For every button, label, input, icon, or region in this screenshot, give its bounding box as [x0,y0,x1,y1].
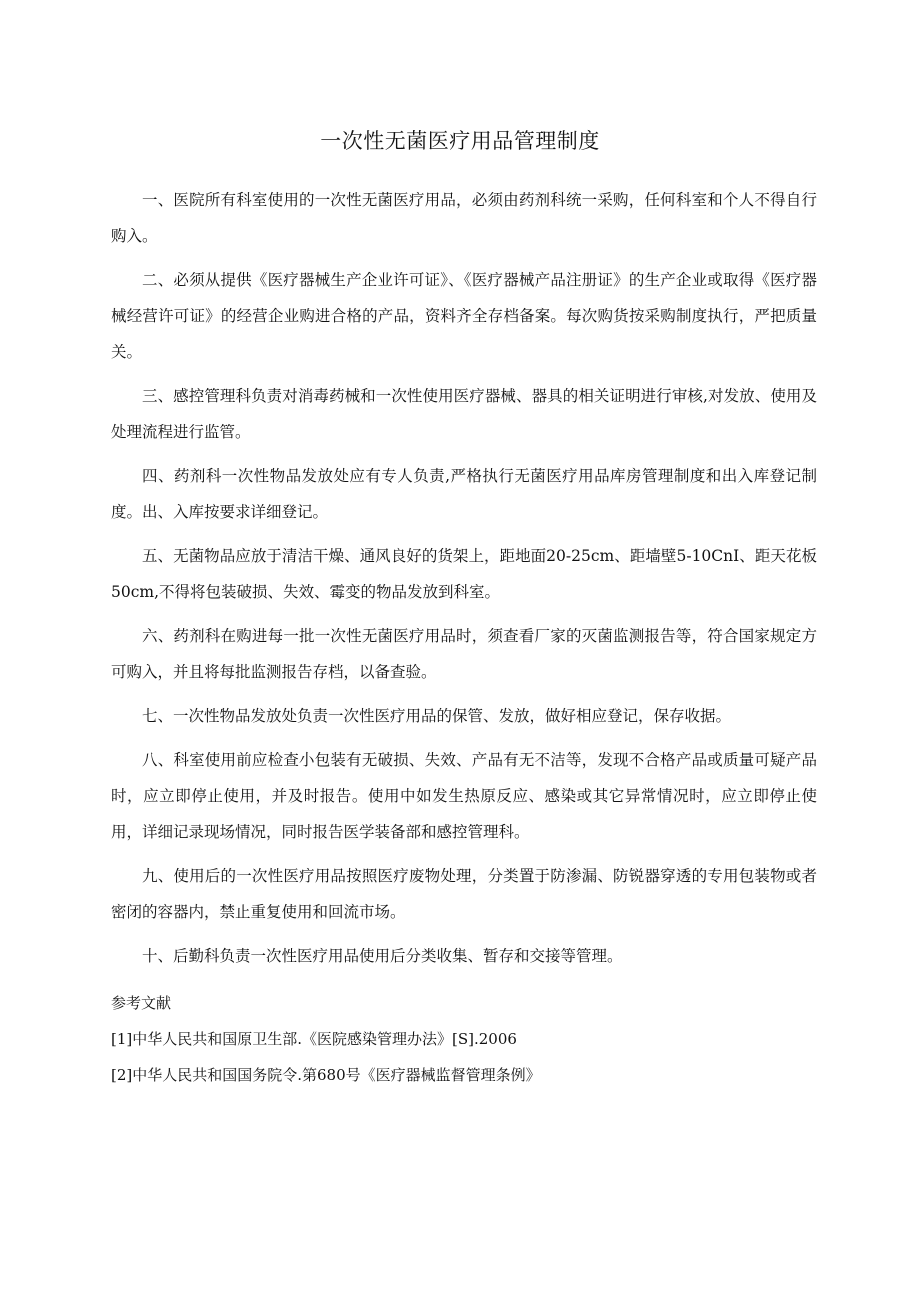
paragraph-10: 十、后勤科负责一次性医疗用品使用后分类收集、暂存和交接等管理。 [142,947,623,965]
paragraph-2: 二、必须从提供《医疗器械生产企业许可证》、《医疗器械产品注册证》的生产企业或取得《医疗器械经营许可证》的经营企业购进合格的产品，资料齐全存档备案。每次购货按采购制度执行，严把质量关。 [111,271,817,361]
paragraph-5: 五、无菌物品应放于清洁干燥、通风良好的货架上，距地面20-25cm、距墙壁5-10CnI、距天花板50cm,不得将包装破损、失效、霉变的物品发放到科室。 [111,547,817,601]
document-body [111,182,817,982]
paragraph-8: 八、科室使用前应检查小包装有无破损、失效、产品有无不洁等，发现不合格产品或质量可疑产品时，应立即停止使用，并及时报告。使用中如发生热原反应、感染或其它异常情况时，应立即停止使用，详细记录现场情况，同时报告医学装备部和感控管理科。 [111,751,817,841]
references-heading: 参考文献 [111,994,172,1012]
paragraph-6: 六、药剂科在购进每一批一次性无菌医疗用品时，须查看厂家的灭菌监测报告等，符合国家规定方可购入，并且将每批监测报告存档，以备查验。 [111,627,817,681]
reference-item-1: [1]中华人民共和国原卫生部.《医院感染管理办法》[S].2006 [111,1030,517,1048]
paragraph-7: 七、一次性物品发放处负责一次性医疗用品的保管、发放，做好相应登记，保存收据。 [142,707,732,725]
references-section [111,990,817,1098]
paragraph-4: 四、药剂科一次性物品发放处应有专人负责,严格执行无菌医疗用品库房管理制度和出入库登记制度。出、入库按要求详细登记。 [111,467,817,521]
paragraph-1: 一、医院所有科室使用的一次性无菌医疗用品，必须由药剂科统一采购，任何科室和个人不得自行购入。 [111,191,817,245]
document-title: 一次性无菌医疗用品管理制度 [320,129,600,153]
paragraph-9: 九、使用后的一次性医疗用品按照医疗废物处理，分类置于防渗漏、防锐器穿透的专用包装物或者密闭的容器内，禁止重复使用和回流市场。 [111,867,817,921]
paragraph-3: 三、感控管理科负责对消毒药械和一次性使用医疗器械、器具的相关证明进行审核,对发放、使用及处理流程进行监管。 [111,387,817,441]
reference-item-2: [2]中华人民共和国国务院令.第680号《医疗器械监督管理条例》 [111,1066,541,1084]
